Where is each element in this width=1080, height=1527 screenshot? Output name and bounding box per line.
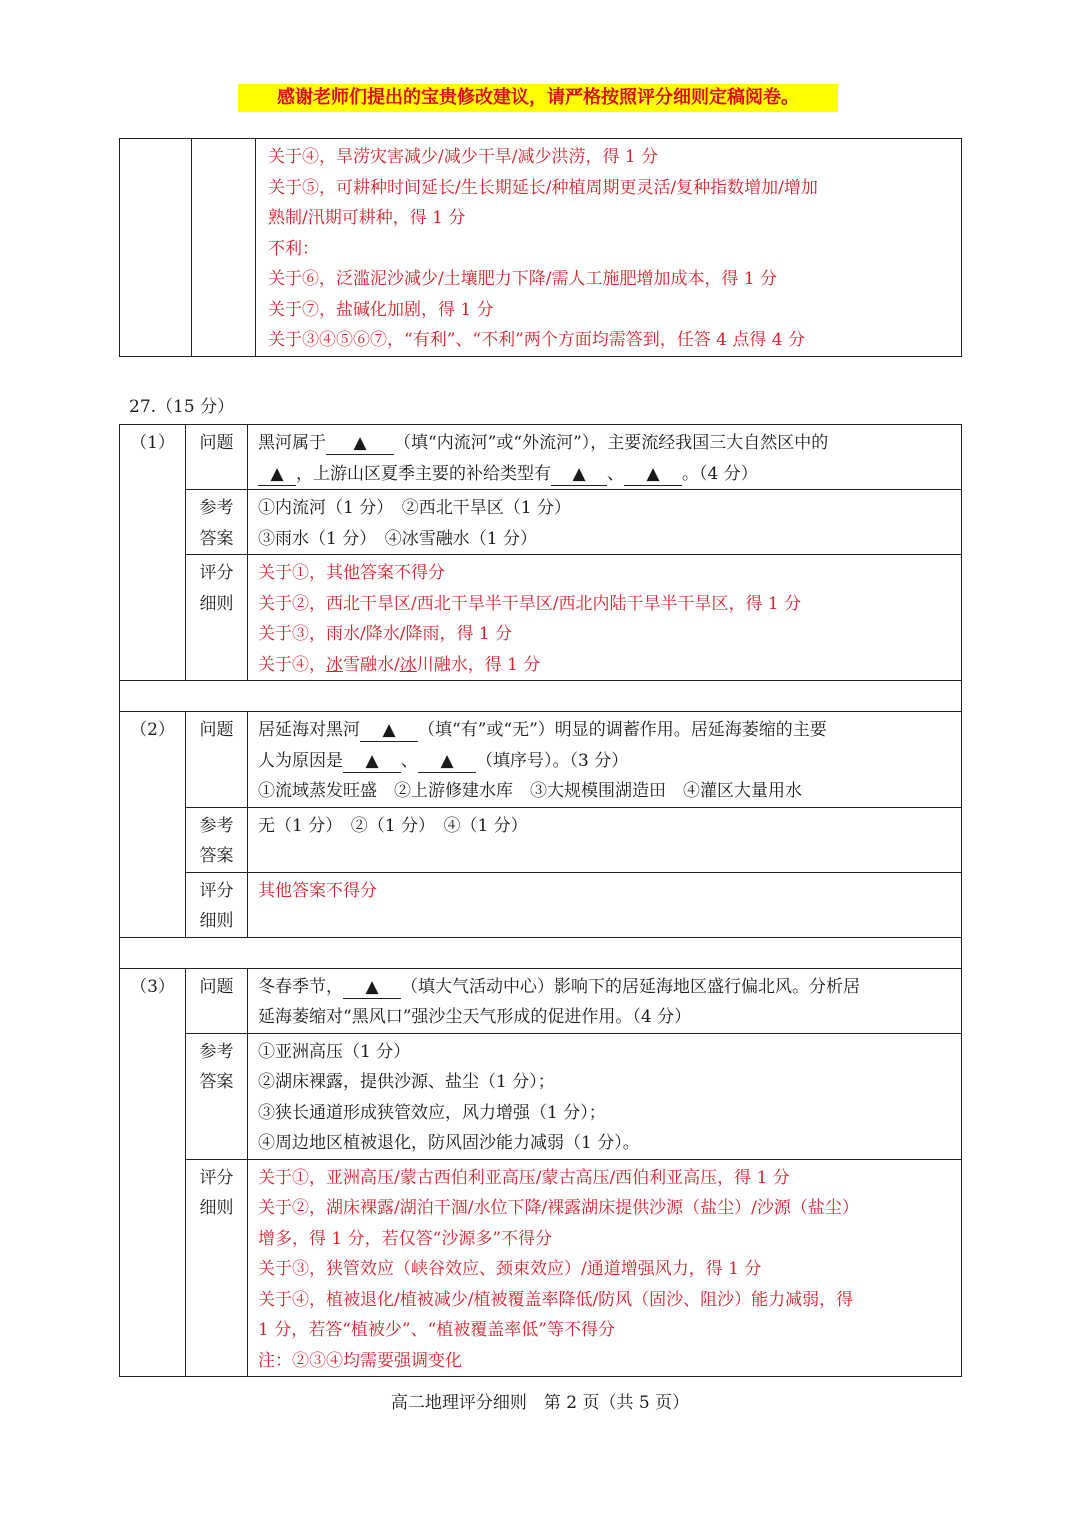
options-line: ①流域蒸发旺盛 ②上游修建水库 ③大规模围湖造田 ④灌区大量用水 — [258, 781, 802, 801]
question-text: 居延海对黑河 ▲ （填“有”或“无”）明显的调蓄作用。居延海萎缩的主要 人为原因是 ▲ 、 ▲ （填序号）。（3 分） ①流域蒸发旺盛 ②上游修建水库 ③大规模围湖造田 ④灌区大量用水 — [248, 712, 962, 808]
label-answer: 参考 答案 — [186, 807, 248, 872]
label-answer: 参考 答案 — [186, 1033, 248, 1159]
question-text: 黑河属于 ▲ （填“内流河”或“外流河”），主要流经我国三大自然区中的 ▲ ，上游山区夏季主要的补给类型有 ▲ 、 ▲ 。（4 分） — [248, 425, 962, 490]
rule-line: 熟制/汛期可耕种，得 1 分 — [268, 208, 466, 228]
rule-line: 关于①，其他答案不得分 — [258, 563, 445, 583]
label-question: 问题 — [186, 425, 248, 490]
answer-blank: ▲ — [326, 432, 394, 455]
question-27-table — [119, 424, 962, 1377]
answer-blank: ▲ — [343, 976, 401, 999]
continued-rules — [256, 139, 962, 357]
answer-line: ③狭长通道形成狭管效应，风力增强（1 分）； — [258, 1102, 606, 1123]
answer-blank: ▲ — [551, 463, 607, 486]
answer-line: ②湖床裸露，提供沙源、盐尘（1 分）； — [258, 1072, 555, 1092]
empty-cell — [120, 139, 192, 357]
section-number: （1） — [120, 425, 186, 681]
rule-line: 增多，得 1 分，若仅答“沙源多”不得分 — [258, 1228, 553, 1249]
notice-banner: 感谢老师们提出的宝贵修改建议，请严格按照评分细则定稿阅卷。 — [238, 84, 838, 112]
rule-line: 关于③，雨水/降水/降雨，得 1 分 — [258, 624, 513, 644]
rule-line: 关于④，植被退化/植被减少/植被覆盖率降低/防风（固沙、阻沙）能力减弱，得 — [258, 1289, 854, 1310]
answer-line: ④周边地区植被退化，防风固沙能力减弱（1 分）。 — [258, 1133, 640, 1153]
label-scoring: 评分 细则 — [186, 872, 248, 937]
reference-answer — [248, 807, 962, 872]
rule-line: 关于⑥，泛滥泥沙减少/土壤肥力下降/需人工施肥增加成本，得 1 分 — [268, 269, 778, 289]
rule-line: 其他答案不得分 — [258, 880, 377, 901]
reference-answer — [248, 490, 962, 555]
section-number: （2） — [120, 712, 186, 938]
label-question: 问题 — [186, 712, 248, 808]
rule-line: 关于③④⑤⑥⑦，“有利”、“不利”两个方面均需答到，任答 4 点得 4 分 — [268, 330, 806, 350]
rule-line: 关于②，西北干旱区/西北干旱半干旱区/西北内陆干旱半干旱区，得 1 分 — [258, 593, 802, 614]
answer-line: ③雨水（1 分） ④冰雪融水（1 分） — [258, 528, 537, 549]
question-text: 冬春季节， ▲ （填大气活动中心）影响下的居延海地区盛行偏北风。分析居 延海萎缩对“黑风口”强沙尘天气形成的促进作用。（4 分） — [248, 968, 962, 1033]
rule-line: 关于④，冰雪融水/冰川融水，得 1 分 — [258, 654, 541, 675]
spacer-row — [120, 937, 962, 968]
answer-blank: ▲ — [258, 463, 296, 486]
label-answer: 参考 答案 — [186, 490, 248, 555]
rule-line: 关于②，湖床裸露/湖泊干涸/水位下降/裸露湖床提供沙源（盐尘）/沙源（盐尘） — [258, 1198, 859, 1218]
empty-cell — [192, 139, 256, 357]
rule-line: 注：②③④均需要强调变化 — [258, 1350, 462, 1371]
continued-table — [119, 138, 962, 357]
scoring-rules — [248, 1159, 962, 1377]
rule-line: 关于⑦，盐碱化加剧，得 1 分 — [268, 299, 494, 320]
answer-blank: ▲ — [343, 750, 401, 773]
scoring-rules — [248, 555, 962, 681]
answer-line: 无（1 分） ②（1 分） ④（1 分） — [258, 815, 528, 836]
rule-line: 关于③，狭管效应（峡谷效应、颈束效应）/通道增强风力，得 1 分 — [258, 1259, 762, 1279]
scoring-rules — [248, 872, 962, 937]
spacer-row — [120, 681, 962, 712]
label-scoring: 评分 细则 — [186, 555, 248, 681]
answer-line: ①亚洲高压（1 分） — [258, 1041, 411, 1062]
label-scoring: 评分 细则 — [186, 1159, 248, 1377]
rule-line: 1 分，若答“植被少”、“植被覆盖率低”等不得分 — [258, 1320, 615, 1340]
page-footer: 高二地理评分细则 第 2 页（共 5 页） — [390, 1393, 690, 1413]
section-number: （3） — [120, 968, 186, 1377]
rule-line: 关于①，亚洲高压/蒙古西伯利亚高压/蒙古高压/西伯利亚高压，得 1 分 — [258, 1167, 790, 1188]
answer-blank: ▲ — [624, 463, 682, 486]
reference-answer — [248, 1033, 962, 1159]
answer-blank: ▲ — [360, 719, 418, 742]
rule-line: 关于⑤，可耕种时间延长/生长期延长/种植周期更灵活/复种指数增加/增加 — [268, 177, 818, 198]
rule-line: 关于④，旱涝灾害减少/减少干旱/减少洪涝，得 1 分 — [268, 147, 659, 167]
question-number: 27.（15 分） — [129, 397, 235, 417]
label-question: 问题 — [186, 968, 248, 1033]
answer-blank: ▲ — [418, 750, 476, 773]
answer-line: ①内流河（1 分） ②西北干旱区（1 分） — [258, 498, 571, 518]
rule-line: 不利： — [268, 238, 319, 259]
